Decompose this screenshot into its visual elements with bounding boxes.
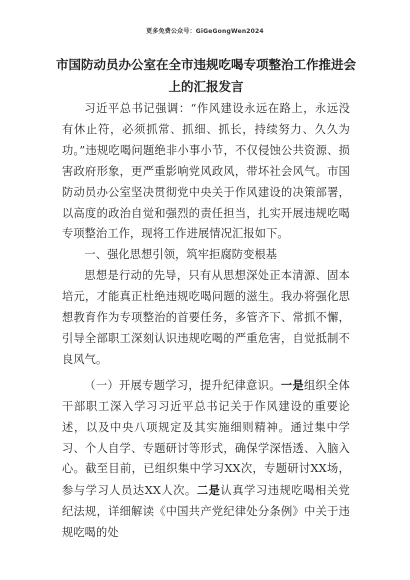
- document-body: [62, 99, 350, 544]
- header-note: 更多免费公众号：GiGeGongWen2024: [146, 28, 264, 35]
- paragraph-study: [62, 375, 350, 544]
- section-heading-1: 一、强化思想引领，筑牢拒腐防变根基: [84, 248, 278, 262]
- point-one-text: 组织全体干部职工深入学习习近平总书记关于作风建设的重要论述，以及中央八项规定及其实施细则精神。通过集中学习、个人自学、专题研讨等形式，确保学深悟透、入脑入心。截至目前，已组织集中学习XX次，专题研讨XX场，参与学习人员达XX人次。: [62, 378, 350, 498]
- subheading-study: （一）开展专题学习，提升纪律意识。: [84, 378, 281, 392]
- paragraph-intro: 习近平总书记强调：“作风建设永远在路上，永远没有休止符，必须抓常、抓细、抓长，持续努力、久久为功。”违规吃喝问题绝非小事小节，不仅侵蚀公共资源、损害政府形象，更严重影响党风政风，带坏社会风气。市国防动员办公室坚决贯彻党中央关于作风建设的决策部署，以高度的政治自觉和强烈的责任担当，扎实开展违规吃喝专项整治工作，现将工作进展情况汇报如下。: [62, 102, 350, 241]
- document-title: 市国防动员办公室在全市违规吃喝专项整治工作推进会上的汇报发言: [56, 57, 357, 94]
- paragraph-thought: 思想是行动的先导，只有从思想深处正本清源、固本培元，才能真正杜绝违规吃喝问题的滋生。我办将强化思想教育作为专项整治的首要任务，多管齐下、常抓不懈，引导全部职工深刻认识违规吃喝的严重危害，自觉抵制不良风气。: [62, 269, 350, 366]
- point-two-label: 二是: [196, 483, 221, 498]
- point-one-label: 一是: [280, 377, 304, 392]
- point-two-text: 认真学习违规吃喝相关党纪法规，详细解读《中国共产党纪律处分条例》中关于违规吃喝的处: [62, 484, 350, 540]
